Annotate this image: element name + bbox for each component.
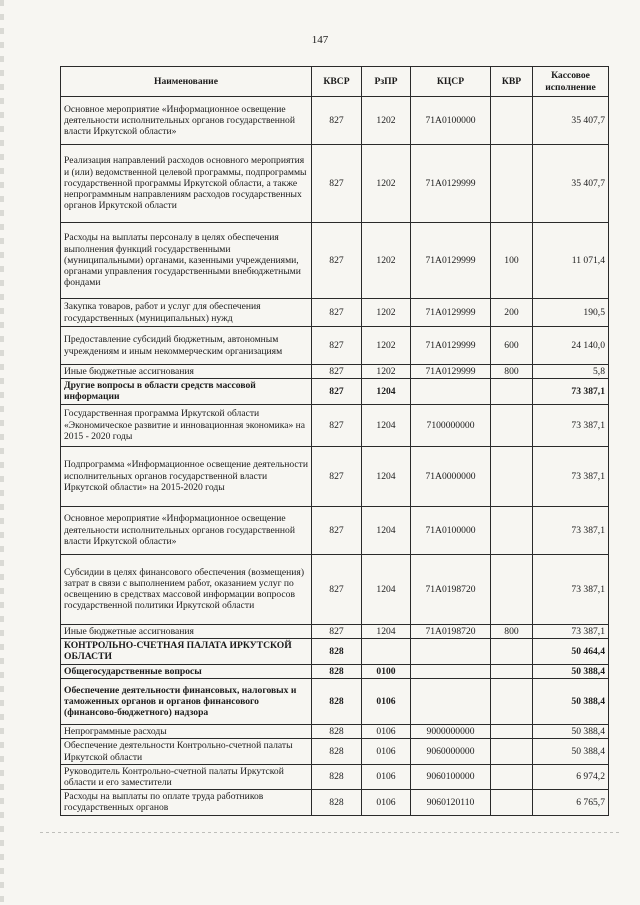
row-kcsr: 71А0100000 xyxy=(411,506,491,554)
row-kvr xyxy=(491,679,533,725)
row-kvsr: 827 xyxy=(312,145,362,223)
row-name: Субсидии в целях финансового обеспечения (возмещения) затрат в связи с выполнением работ, оказанием услуг по освещению в средствах массовой информации вопросов государственной политики Иркутской области xyxy=(61,554,312,624)
row-kvr: 200 xyxy=(491,299,533,327)
row-name: Основное мероприятие «Информационное освещение деятельности исполнительных органов государственной власти Иркутской области» xyxy=(61,97,312,145)
row-kcsr: 7100000000 xyxy=(411,404,491,446)
header-name: Наименование xyxy=(61,67,312,97)
row-amount: 50 388,4 xyxy=(533,664,609,678)
row-amount: 11 071,4 xyxy=(533,223,609,299)
table-row xyxy=(61,664,609,678)
row-amount: 50 464,4 xyxy=(533,638,609,664)
row-kvr: 800 xyxy=(491,624,533,638)
budget-table xyxy=(60,66,609,816)
row-rzpr: 0106 xyxy=(362,739,411,764)
table-row xyxy=(61,379,609,404)
row-kcsr: 9060120110 xyxy=(411,790,491,815)
row-rzpr: 1204 xyxy=(362,624,411,638)
row-kvr xyxy=(491,404,533,446)
row-name: Основное мероприятие «Информационное освещение деятельности исполнительных органов государственной власти Иркутской области» xyxy=(61,506,312,554)
row-kcsr: 71А0129999 xyxy=(411,145,491,223)
table-row xyxy=(61,327,609,365)
header-rzpr: РзПР xyxy=(362,67,411,97)
row-kvsr: 828 xyxy=(312,739,362,764)
row-kvr xyxy=(491,790,533,815)
row-rzpr: 1202 xyxy=(362,97,411,145)
row-rzpr: 0106 xyxy=(362,725,411,739)
row-kcsr xyxy=(411,379,491,404)
row-rzpr: 0100 xyxy=(362,664,411,678)
row-rzpr: 1202 xyxy=(362,145,411,223)
row-amount: 73 387,1 xyxy=(533,624,609,638)
row-kvr: 800 xyxy=(491,365,533,379)
scan-edge-marks xyxy=(0,0,4,905)
row-kcsr: 71А0000000 xyxy=(411,446,491,506)
table-row xyxy=(61,638,609,664)
row-amount: 73 387,1 xyxy=(533,446,609,506)
row-kcsr: 71А0129999 xyxy=(411,365,491,379)
table-row xyxy=(61,97,609,145)
row-kvsr: 828 xyxy=(312,764,362,789)
row-amount: 73 387,1 xyxy=(533,554,609,624)
row-kvr xyxy=(491,379,533,404)
table-row xyxy=(61,446,609,506)
row-kvsr: 827 xyxy=(312,554,362,624)
row-name: Государственная программа Иркутской области «Экономическое развитие и инновационная экономика» на 2015 - 2020 годы xyxy=(61,404,312,446)
row-name: КОНТРОЛЬНО-СЧЕТНАЯ ПАЛАТА ИРКУТСКОЙ ОБЛАСТИ xyxy=(61,638,312,664)
row-kvr xyxy=(491,664,533,678)
row-rzpr: 1202 xyxy=(362,365,411,379)
scan-bottom-line xyxy=(40,832,620,833)
table-row xyxy=(61,764,609,789)
budget-table-container xyxy=(60,66,608,816)
row-amount: 73 387,1 xyxy=(533,404,609,446)
table-header-row xyxy=(61,67,609,97)
row-kcsr: 9060100000 xyxy=(411,764,491,789)
row-name: Общегосударственные вопросы xyxy=(61,664,312,678)
row-name: Руководитель Контрольно-счетной палаты Иркутской области и его заместители xyxy=(61,764,312,789)
row-kvsr: 827 xyxy=(312,223,362,299)
row-rzpr xyxy=(362,638,411,664)
header-kvr: КВР xyxy=(491,67,533,97)
row-amount: 50 388,4 xyxy=(533,679,609,725)
row-kcsr: 71А0129999 xyxy=(411,223,491,299)
row-name: Обеспечение деятельности финансовых, налоговых и таможенных органов и органов финансового (финансово-бюджетного) надзора xyxy=(61,679,312,725)
table-row xyxy=(61,739,609,764)
row-kvr xyxy=(491,725,533,739)
row-amount: 35 407,7 xyxy=(533,97,609,145)
row-rzpr: 0106 xyxy=(362,790,411,815)
row-kvr xyxy=(491,554,533,624)
row-name: Закупка товаров, работ и услуг для обеспечения государственных (муниципальных) нужд xyxy=(61,299,312,327)
row-kvsr: 828 xyxy=(312,679,362,725)
row-kvr: 100 xyxy=(491,223,533,299)
row-amount: 73 387,1 xyxy=(533,379,609,404)
row-kvr xyxy=(491,638,533,664)
page-number: 147 xyxy=(311,34,329,46)
row-name: Расходы на выплаты по оплате труда работников государственных органов xyxy=(61,790,312,815)
table-row xyxy=(61,145,609,223)
row-kcsr: 71А0100000 xyxy=(411,97,491,145)
row-name: Непрограммные расходы xyxy=(61,725,312,739)
row-kcsr: 71А0198720 xyxy=(411,624,491,638)
row-kcsr xyxy=(411,679,491,725)
row-kcsr: 71А0129999 xyxy=(411,299,491,327)
row-kvsr: 828 xyxy=(312,790,362,815)
row-name: Иные бюджетные ассигнования xyxy=(61,624,312,638)
row-kvsr: 827 xyxy=(312,404,362,446)
row-kcsr xyxy=(411,664,491,678)
row-rzpr: 0106 xyxy=(362,679,411,725)
table-row xyxy=(61,365,609,379)
table-row xyxy=(61,506,609,554)
row-kvr xyxy=(491,506,533,554)
row-kvsr: 827 xyxy=(312,97,362,145)
row-rzpr: 1204 xyxy=(362,506,411,554)
row-amount: 50 388,4 xyxy=(533,739,609,764)
header-kvsr: КВСР xyxy=(312,67,362,97)
row-kcsr: 71А0129999 xyxy=(411,327,491,365)
row-name: Иные бюджетные ассигнования xyxy=(61,365,312,379)
row-amount: 73 387,1 xyxy=(533,506,609,554)
row-kvsr: 827 xyxy=(312,299,362,327)
row-rzpr: 1202 xyxy=(362,299,411,327)
table-body xyxy=(61,97,609,816)
table-row xyxy=(61,624,609,638)
row-rzpr: 1202 xyxy=(362,223,411,299)
row-kvsr: 828 xyxy=(312,638,362,664)
row-kvsr: 827 xyxy=(312,624,362,638)
row-kvsr: 827 xyxy=(312,379,362,404)
row-kcsr: 71А0198720 xyxy=(411,554,491,624)
table-row xyxy=(61,679,609,725)
row-rzpr: 1204 xyxy=(362,554,411,624)
row-rzpr: 1204 xyxy=(362,404,411,446)
row-kvsr: 827 xyxy=(312,446,362,506)
table-row xyxy=(61,223,609,299)
row-amount: 190,5 xyxy=(533,299,609,327)
row-rzpr: 1204 xyxy=(362,446,411,506)
row-kvr xyxy=(491,145,533,223)
row-rzpr: 1202 xyxy=(362,327,411,365)
table-row xyxy=(61,404,609,446)
row-rzpr: 0106 xyxy=(362,764,411,789)
table-row xyxy=(61,554,609,624)
row-kvr xyxy=(491,446,533,506)
row-amount: 6 765,7 xyxy=(533,790,609,815)
table-row xyxy=(61,790,609,815)
row-kcsr: 9060000000 xyxy=(411,739,491,764)
row-amount: 35 407,7 xyxy=(533,145,609,223)
row-amount: 5,8 xyxy=(533,365,609,379)
row-name: Другие вопросы в области средств массовой информации xyxy=(61,379,312,404)
row-kvsr: 827 xyxy=(312,506,362,554)
header-kassa: Кассовое исполнение xyxy=(533,67,609,97)
row-kvsr: 828 xyxy=(312,664,362,678)
row-kcsr: 9000000000 xyxy=(411,725,491,739)
table-row xyxy=(61,725,609,739)
row-name: Предоставление субсидий бюджетным, автономным учреждениям и иным некоммерческим организациям xyxy=(61,327,312,365)
row-name: Подпрограмма «Информационное освещение деятельности исполнительных органов государственной власти Иркутской области» на 2015-2020 годы xyxy=(61,446,312,506)
row-kvsr: 827 xyxy=(312,327,362,365)
row-rzpr: 1204 xyxy=(362,379,411,404)
row-kvr xyxy=(491,97,533,145)
header-kcsr: КЦСР xyxy=(411,67,491,97)
row-name: Обеспечение деятельности Контрольно-счетной палаты Иркутской области xyxy=(61,739,312,764)
row-kvr xyxy=(491,739,533,764)
row-name: Реализация направлений расходов основного мероприятия и (или) ведомственной целевой программы, подпрограммы государственной программы Иркутской области, а также непрограммным направлениям расходов государственных органов Иркутской области xyxy=(61,145,312,223)
row-kvsr: 828 xyxy=(312,725,362,739)
row-kcsr xyxy=(411,638,491,664)
row-amount: 24 140,0 xyxy=(533,327,609,365)
row-amount: 50 388,4 xyxy=(533,725,609,739)
table-row xyxy=(61,299,609,327)
row-kvr xyxy=(491,764,533,789)
row-kvr: 600 xyxy=(491,327,533,365)
row-kvsr: 827 xyxy=(312,365,362,379)
row-name: Расходы на выплаты персоналу в целях обеспечения выполнения функций государственными (муниципальными) органами, казенными учреждениями, органами управления государственными внебюджетными фондами xyxy=(61,223,312,299)
row-amount: 6 974,2 xyxy=(533,764,609,789)
